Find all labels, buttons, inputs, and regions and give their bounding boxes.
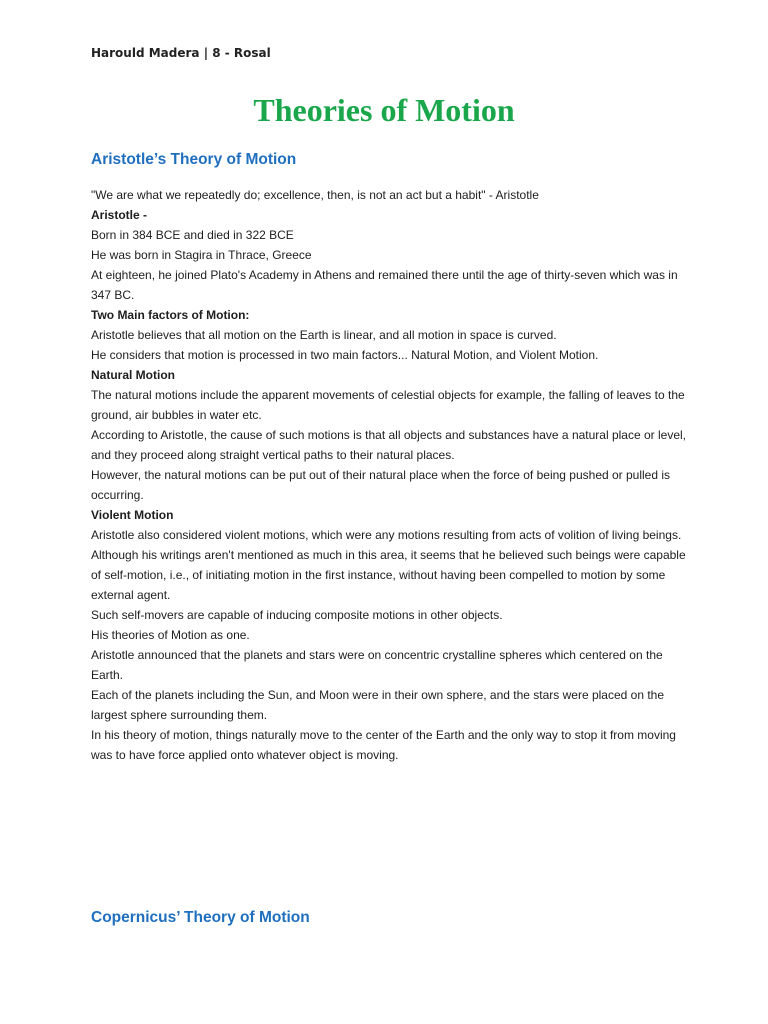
- section-heading-aristotle: Aristotle’s Theory of Motion: [91, 151, 297, 168]
- paragraph: At eighteen, he joined Plato's Academy in Athens and remained there until the age of thirty-seven which was in 347 BC.: [91, 268, 678, 302]
- paragraph: "We are what we repeatedly do; excellence, then, is not an act but a habit" - Aristotle: [91, 188, 539, 202]
- paragraph: Natural Motion: [91, 368, 175, 382]
- document-title: Theories of Motion: [253, 92, 515, 128]
- section-heading-copernicus: Copernicus’ Theory of Motion: [91, 909, 310, 926]
- page-header: Harould Madera | 8 - Rosal: [91, 46, 271, 60]
- paragraph: He considers that motion is processed in two main factors... Natural Motion, and Violent Motion.: [91, 348, 599, 362]
- paragraph: Aristotle believes that all motion on the Earth is linear, and all motion in space is curved.: [91, 328, 557, 342]
- paragraph: Aristotle also considered violent motions, which were any motions resulting from acts of volition of living beings.: [91, 528, 682, 542]
- paragraph: Two Main factors of Motion:: [91, 308, 250, 322]
- paragraph: Violent Motion: [91, 508, 174, 522]
- paragraph: Aristotle announced that the planets and stars were on concentric crystalline spheres which centered on the Earth.: [91, 648, 663, 682]
- paragraph: However, the natural motions can be put out of their natural place when the force of being pushed or pulled is occurring.: [91, 468, 671, 502]
- paragraph: Aristotle -: [91, 208, 148, 222]
- paragraph: His theories of Motion as one.: [91, 628, 250, 642]
- paragraph: Each of the planets including the Sun, and Moon were in their own sphere, and the stars were placed on the largest sphere surrounding them.: [91, 688, 665, 722]
- paragraph: According to Aristotle, the cause of such motions is that all objects and substances have a natural place or level, and they proceed along straight vertical paths to their natural places.: [91, 428, 687, 462]
- paragraph: Born in 384 BCE and died in 322 BCE: [91, 228, 294, 242]
- section-body-aristotle: [91, 185, 691, 765]
- paragraph: The natural motions include the apparent movements of celestial objects for example, the falling of leaves to the ground, air bubbles in water etc.: [91, 388, 685, 422]
- paragraph: In his theory of motion, things naturally move to the center of the Earth and the only way to stop it from moving was to have force applied onto whatever object is moving.: [91, 728, 676, 762]
- paragraph: Such self-movers are capable of inducing composite motions in other objects.: [91, 608, 503, 622]
- paragraph: He was born in Stagira in Thrace, Greece: [91, 248, 312, 262]
- paragraph: Although his writings aren't mentioned as much in this area, it seems that he believed such beings were capable of self-motion, i.e., of initiating motion in the first instance, without having been compelled to motion by some external agent.: [91, 548, 686, 602]
